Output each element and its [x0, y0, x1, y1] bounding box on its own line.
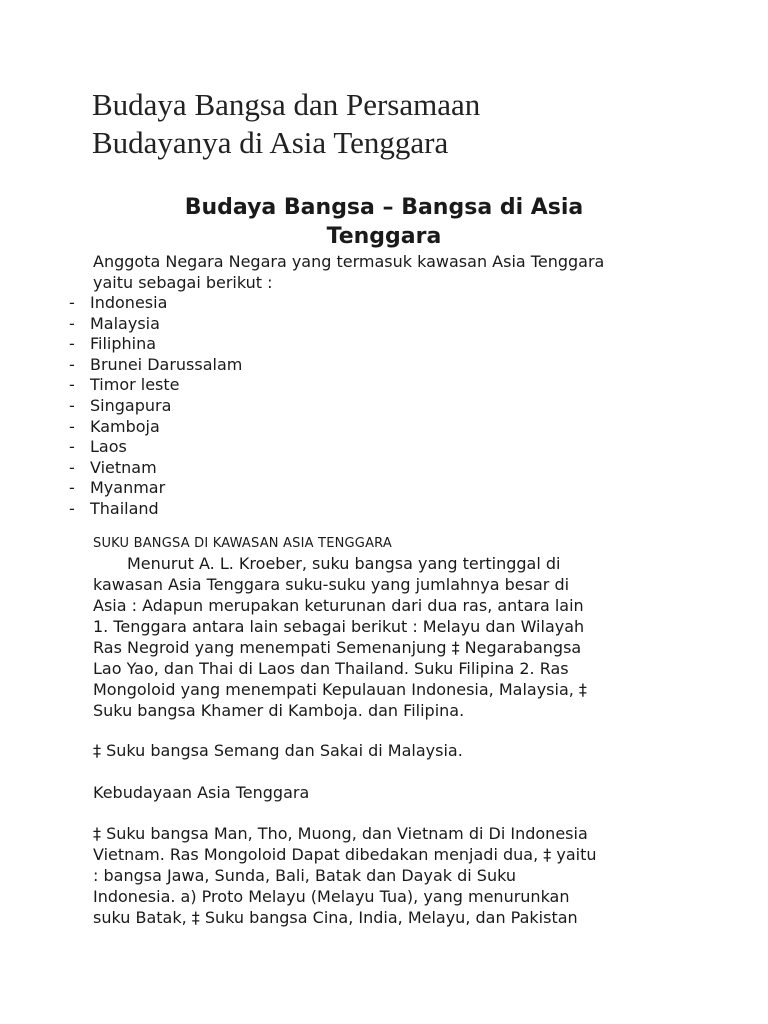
country-name: Thailand: [90, 498, 159, 518]
intro-paragraph: [93, 252, 713, 293]
list-item: [0, 396, 242, 417]
paragraph-line: kawasan Asia Tenggara suku-suku yang jumlahnya besar di: [93, 575, 570, 594]
paragraph-line: Asia : Adapun merupakan keturunan dari dua ras, antara lain: [93, 596, 584, 615]
document-title: [92, 86, 692, 162]
intro-line-2: yaitu sebagai berikut :: [93, 272, 273, 292]
list-bullet: -: [69, 395, 75, 415]
section-heading: [80, 193, 688, 251]
list-bullet: -: [69, 478, 75, 498]
list-item: [0, 478, 242, 499]
list-item: [0, 355, 242, 376]
list-item: [0, 458, 242, 479]
list-bullet: -: [69, 354, 75, 374]
section-heading-line-1: Budaya Bangsa – Bangsa di Asia: [184, 195, 584, 220]
list-bullet: -: [69, 437, 75, 457]
paragraph-line: Vietnam. Ras Mongoloid Dapat dibedakan menjadi dua, ‡ yaitu: [93, 845, 597, 864]
country-list: [0, 293, 242, 520]
list-item: [0, 314, 242, 335]
paragraph-line: suku Batak, ‡ Suku bangsa Cina, India, Melayu, dan Pakistan: [93, 908, 578, 927]
list-item: [0, 293, 242, 314]
country-name: Vietnam: [90, 457, 157, 477]
paragraph-semang-sakai: ‡ Suku bangsa Semang dan Sakai di Malaysia.: [93, 741, 463, 760]
list-item: [0, 375, 242, 396]
paragraph-line: ‡ Suku bangsa Man, Tho, Muong, dan Vietnam di Di Indonesia: [93, 824, 588, 843]
list-item: [0, 437, 242, 458]
list-bullet: -: [69, 313, 75, 333]
list-bullet: -: [69, 293, 75, 312]
list-bullet: -: [69, 375, 75, 395]
country-name: Kamboja: [90, 416, 160, 436]
country-name: Myanmar: [90, 478, 166, 498]
paragraph-line: Suku bangsa Khamer di Kamboja. dan Filipina.: [93, 701, 465, 720]
paragraph-line: Lao Yao, dan Thai di Laos dan Thailand. Suku Filipina 2. Ras: [93, 659, 569, 678]
paragraph-line: [93, 553, 693, 574]
subheading-kebudayaan: Kebudayaan Asia Tenggara: [93, 783, 310, 802]
intro-line-1: Anggota Negara Negara yang termasuk kawasan Asia Tenggara: [93, 252, 605, 271]
paragraph-line: Mongoloid yang menempati Kepulauan Indonesia, Malaysia, ‡: [93, 680, 587, 699]
paragraph-line: Indonesia. a) Proto Melayu (Melayu Tua), yang menurunkan: [93, 887, 570, 906]
list-bullet: -: [69, 334, 75, 354]
document-title-line-1: Budaya Bangsa dan Persamaan: [92, 87, 481, 122]
section-heading-line-2: Tenggara: [326, 224, 442, 249]
suku-bangsa-heading: SUKU BANGSA DI KAWASAN ASIA TENGGARA: [93, 536, 392, 551]
paragraph-kroeber: [93, 553, 693, 721]
country-name: Indonesia: [90, 293, 168, 312]
country-name: Filiphina: [90, 334, 157, 354]
list-item: [0, 499, 242, 520]
country-name: Singapura: [90, 395, 172, 415]
country-name: Malaysia: [90, 313, 160, 333]
list-bullet: -: [69, 457, 75, 477]
document-title-line-2: Budayanya di Asia Tenggara: [92, 125, 449, 160]
paragraph-line-text: Menurut A. L. Kroeber, suku bangsa yang tertinggal di: [127, 554, 561, 573]
paragraph-line: 1. Tenggara antara lain sebagai berikut : Melayu dan Wilayah: [93, 617, 585, 636]
country-name: Laos: [90, 437, 127, 457]
list-bullet: -: [69, 498, 75, 518]
country-name: Timor leste: [90, 375, 180, 395]
paragraph-line: : bangsa Jawa, Sunda, Bali, Batak dan Dayak di Suku: [93, 866, 517, 885]
list-item: [0, 417, 242, 438]
list-item: [0, 334, 242, 355]
country-name: Brunei Darussalam: [90, 354, 243, 374]
paragraph-suku-bangsa: [93, 823, 693, 928]
paragraph-line: Ras Negroid yang menempati Semenanjung ‡ Negarabangsa: [93, 638, 582, 657]
list-bullet: -: [69, 416, 75, 436]
